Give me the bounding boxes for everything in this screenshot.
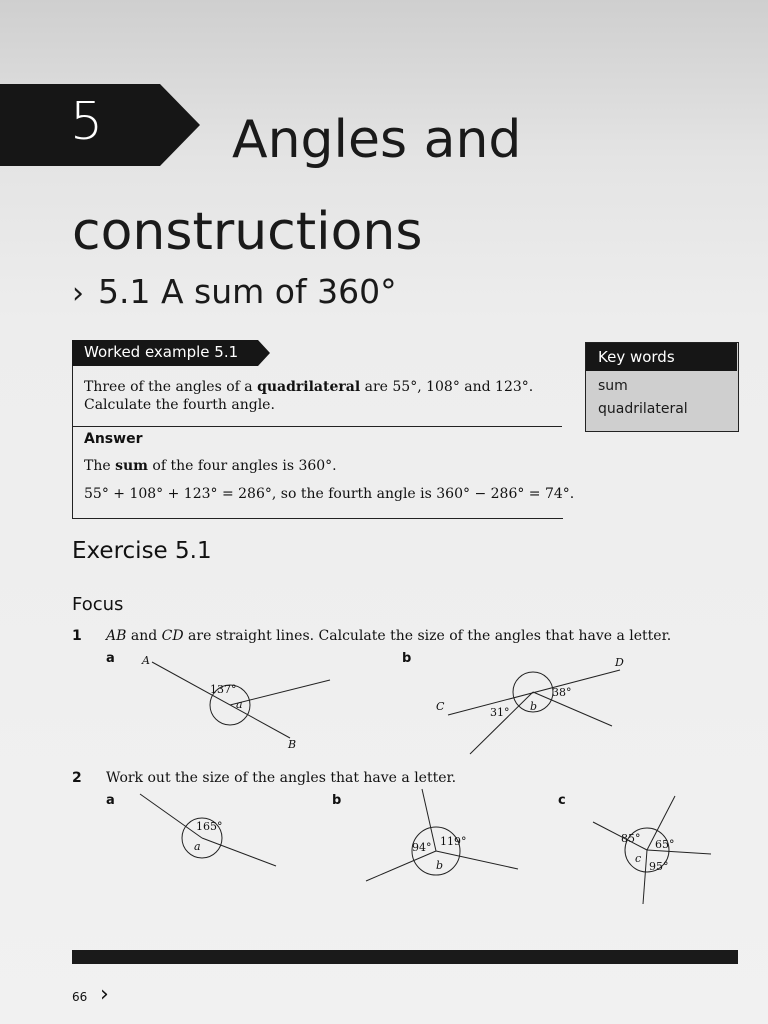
- worked-example-question: [84, 378, 554, 414]
- keyword-sum: sum: [115, 458, 148, 474]
- unknown-angle-label: b: [436, 859, 444, 872]
- answer-label: Answer: [84, 431, 143, 447]
- exercise-title: Exercise 5.1: [72, 538, 212, 564]
- line-label: CD: [161, 628, 184, 644]
- line-ab: [152, 662, 290, 738]
- point-label-d: D: [615, 656, 624, 669]
- answer-line-1: [84, 458, 337, 474]
- question-text: are 55°, 108° and 123°.: [360, 379, 534, 395]
- page-number: 66: [72, 990, 88, 1004]
- unknown-angle-label: a: [194, 840, 201, 853]
- chapter-title: [72, 94, 632, 278]
- chevron-right-icon: ›: [72, 276, 84, 311]
- part-label: a: [106, 793, 115, 808]
- ray: [202, 838, 276, 866]
- diagram-q2b: [360, 785, 530, 895]
- question-2-text: Work out the size of the angles that have a letter.: [106, 770, 457, 786]
- part-label: b: [402, 651, 412, 666]
- answer-text: The: [84, 458, 116, 474]
- question-text: and: [126, 628, 162, 644]
- angle-label: 165°: [196, 820, 223, 833]
- unknown-angle-label: b: [530, 700, 538, 713]
- point-label-b: B: [288, 738, 297, 751]
- part-label: b: [332, 793, 342, 808]
- angle-label: 38°: [552, 686, 572, 699]
- footer-bar: [72, 950, 738, 964]
- diagram-q1b: [430, 650, 640, 760]
- answer-text: of the four angles is 360°.: [147, 458, 337, 474]
- chevron-right-icon: ›: [100, 982, 109, 1007]
- angle-label: 119°: [440, 835, 467, 848]
- question-text: are straight lines. Calculate the size of the angles that have a letter.: [183, 628, 672, 644]
- question-text: Three of the angles of a: [84, 379, 258, 395]
- answer-line-2: 55° + 108° + 123° = 286°, so the fourth angle is 360° − 286° = 74°.: [84, 486, 575, 502]
- section-title-text: 5.1 A sum of 360°: [98, 272, 397, 311]
- divider: [72, 426, 562, 427]
- angle-label: 65°: [655, 838, 675, 851]
- diagram-q2a: [130, 790, 290, 880]
- question-number: 2: [72, 770, 82, 786]
- chapter-title-line2: constructions: [72, 202, 423, 262]
- divider: [72, 518, 562, 519]
- chapter-number: 5: [70, 92, 104, 152]
- ray: [366, 851, 436, 881]
- angle-label: 85°: [621, 832, 641, 845]
- focus-heading: Focus: [72, 594, 124, 615]
- angle-label: 137°: [210, 683, 237, 696]
- part-label: a: [106, 651, 115, 666]
- angle-label: 94°: [412, 841, 432, 854]
- chapter-title-line1: Angles and: [232, 110, 522, 170]
- question-number: 1: [72, 628, 82, 644]
- line-label: AB: [106, 628, 127, 644]
- ray: [643, 850, 647, 904]
- ray: [436, 851, 518, 869]
- keyword-quadrilateral: quadrilateral: [257, 379, 361, 395]
- question-1-text: [106, 628, 671, 644]
- worked-example-label: Worked example 5.1: [84, 343, 239, 361]
- part-label: c: [558, 793, 566, 808]
- angle-label: 31°: [490, 706, 510, 719]
- key-word-item: quadrilateral: [598, 401, 688, 417]
- diagram-q2c: [585, 790, 725, 910]
- unknown-angle-label: a: [236, 698, 243, 711]
- section-title: [72, 272, 397, 311]
- angle-label: 95°: [649, 860, 669, 873]
- ray: [140, 794, 202, 838]
- key-words-title: Key words: [598, 348, 675, 366]
- point-label-c: C: [436, 700, 445, 713]
- point-label-a: A: [142, 654, 150, 667]
- diagram-q1a: [130, 650, 350, 760]
- ray: [533, 692, 612, 726]
- question-text: Calculate the fourth angle.: [84, 397, 275, 413]
- unknown-angle-label: c: [635, 852, 642, 865]
- key-word-item: sum: [598, 378, 628, 394]
